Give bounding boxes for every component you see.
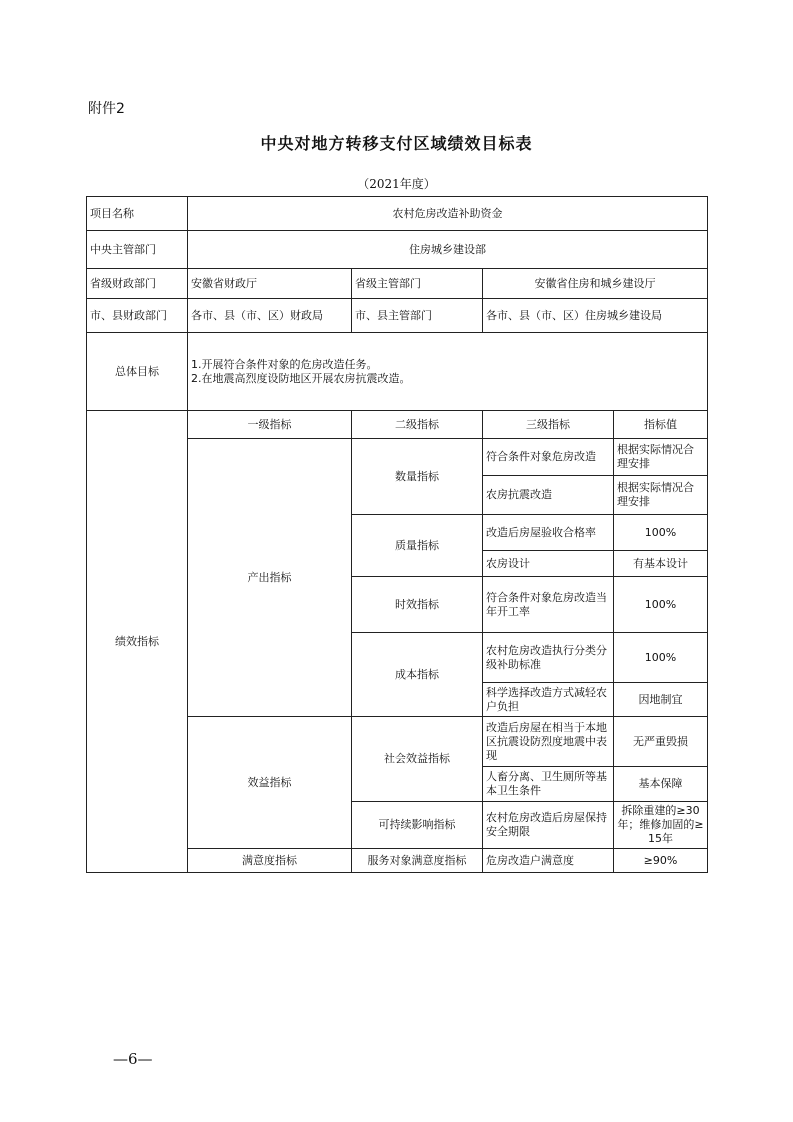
page-title: 中央对地方转移支付区域绩效目标表 bbox=[260, 134, 533, 153]
row-project-name bbox=[87, 197, 708, 231]
level2-timeliness: 时效指标 bbox=[352, 577, 483, 633]
level3-cell: 改造后房屋验收合格率 bbox=[483, 515, 614, 551]
value-cell: 无严重毁损 bbox=[614, 717, 708, 767]
performance-target-table bbox=[86, 196, 708, 873]
level2-cost: 成本指标 bbox=[352, 633, 483, 717]
value-city-finance: 各市、县（市、区）财政局 bbox=[188, 299, 352, 333]
value-cell: 100% bbox=[614, 577, 708, 633]
year-label: （2021年度） bbox=[357, 177, 436, 191]
label-performance: 绩效指标 bbox=[87, 411, 188, 873]
label-city-dept: 市、县主管部门 bbox=[352, 299, 483, 333]
level3-cell: 农村危房改造执行分类分级补助标准 bbox=[483, 633, 614, 683]
row-central-dept bbox=[87, 231, 708, 269]
overall-goal-content bbox=[188, 333, 708, 411]
page-number: —6— bbox=[113, 1050, 153, 1068]
value-cell: 拆除重建的≥30年；维修加固的≥15年 bbox=[614, 802, 708, 849]
level3-cell: 农村危房改造后房屋保持安全期限 bbox=[483, 802, 614, 849]
row-overall-goal bbox=[87, 333, 708, 411]
value-cell: 100% bbox=[614, 633, 708, 683]
level2-social: 社会效益指标 bbox=[352, 717, 483, 802]
header-level1: 一级指标 bbox=[188, 411, 352, 439]
level3-cell: 科学选择改造方式减轻农户负担 bbox=[483, 683, 614, 717]
goal-item: 2.在地震高烈度设防地区开展农房抗震改造。 bbox=[191, 371, 411, 385]
level3-cell: 符合条件对象危房改造 bbox=[483, 439, 614, 476]
level3-cell: 危房改造户满意度 bbox=[483, 849, 614, 873]
header-value: 指标值 bbox=[614, 411, 708, 439]
level3-cell: 人畜分离、卫生厕所等基本卫生条件 bbox=[483, 767, 614, 802]
level2-quality: 质量指标 bbox=[352, 515, 483, 577]
level1-benefit: 效益指标 bbox=[188, 717, 352, 849]
value-cell: 100% bbox=[614, 515, 708, 551]
label-central-dept: 中央主管部门 bbox=[87, 231, 188, 269]
row-indicator-headers bbox=[87, 411, 708, 439]
level3-cell: 农房抗震改造 bbox=[483, 476, 614, 515]
label-prov-dept: 省级主管部门 bbox=[352, 269, 483, 299]
value-prov-finance: 安徽省财政厅 bbox=[188, 269, 352, 299]
label-project-name: 项目名称 bbox=[87, 197, 188, 231]
label-city-finance: 市、县财政部门 bbox=[87, 299, 188, 333]
value-project-name: 农村危房改造补助资金 bbox=[188, 197, 708, 231]
value-cell: ≥90% bbox=[614, 849, 708, 873]
level3-cell: 符合条件对象危房改造当年开工率 bbox=[483, 577, 614, 633]
row-provincial bbox=[87, 269, 708, 299]
value-central-dept: 住房城乡建设部 bbox=[188, 231, 708, 269]
attachment-label: 附件2 bbox=[88, 101, 125, 117]
header-level2: 二级指标 bbox=[352, 411, 483, 439]
value-cell: 基本保障 bbox=[614, 767, 708, 802]
value-prov-dept: 安徽省住房和城乡建设厅 bbox=[483, 269, 708, 299]
level1-satisfaction: 满意度指标 bbox=[188, 849, 352, 873]
row-city bbox=[87, 299, 708, 333]
level1-output: 产出指标 bbox=[188, 439, 352, 717]
value-cell: 因地制宜 bbox=[614, 683, 708, 717]
value-cell: 根据实际情况合理安排 bbox=[614, 476, 708, 515]
goal-item: 1.开展符合条件对象的危房改造任务。 bbox=[191, 357, 378, 371]
header-level3: 三级指标 bbox=[483, 411, 614, 439]
value-cell: 根据实际情况合理安排 bbox=[614, 439, 708, 476]
level2-service: 服务对象满意度指标 bbox=[352, 849, 483, 873]
value-cell: 有基本设计 bbox=[614, 551, 708, 577]
level2-sustainable: 可持续影响指标 bbox=[352, 802, 483, 849]
label-overall-goal: 总体目标 bbox=[87, 333, 188, 411]
level2-quantity: 数量指标 bbox=[352, 439, 483, 515]
label-prov-finance: 省级财政部门 bbox=[87, 269, 188, 299]
level3-cell: 农房设计 bbox=[483, 551, 614, 577]
value-city-dept: 各市、县（市、区）住房城乡建设局 bbox=[483, 299, 708, 333]
level3-cell: 改造后房屋在相当于本地区抗震设防烈度地震中表现 bbox=[483, 717, 614, 767]
